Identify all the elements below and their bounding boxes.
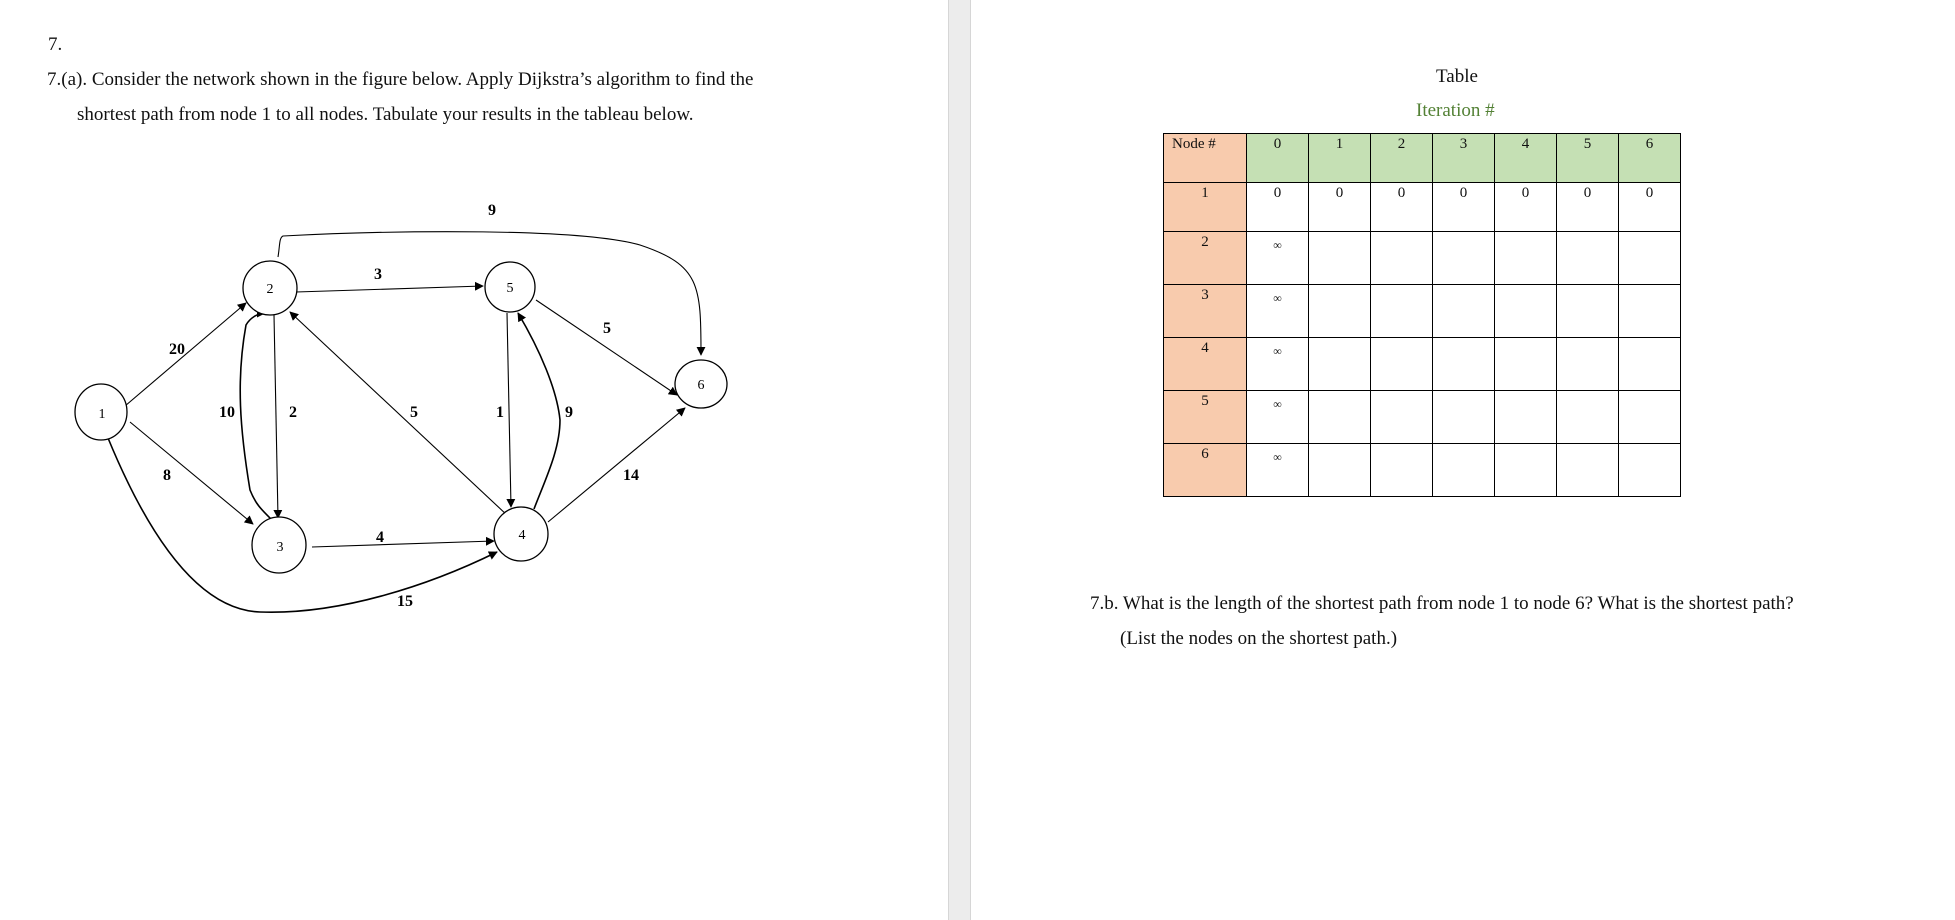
- edge-weight-2-3: 2: [289, 404, 297, 421]
- distance-cell[interactable]: ∞: [1247, 232, 1309, 285]
- node-cell: 6: [1164, 444, 1247, 497]
- page-separator: [948, 0, 971, 920]
- distance-cell[interactable]: [1309, 391, 1371, 444]
- distance-cell[interactable]: [1433, 338, 1495, 391]
- table-row: [1164, 183, 1681, 232]
- edge-1-3: [130, 422, 253, 524]
- distance-cell[interactable]: 0: [1247, 183, 1309, 232]
- node-label-4: 4: [518, 528, 526, 543]
- edge-weight-4-2: 5: [410, 404, 418, 421]
- distance-cell[interactable]: [1433, 391, 1495, 444]
- distance-cell[interactable]: ∞: [1247, 338, 1309, 391]
- edge-weight-1-2: 20: [169, 341, 185, 358]
- table-row: [1164, 391, 1681, 444]
- distance-cell[interactable]: 0: [1495, 183, 1557, 232]
- edge-weight-5-4: 1: [496, 404, 504, 421]
- distance-cell[interactable]: [1309, 444, 1371, 497]
- distance-cell[interactable]: [1433, 444, 1495, 497]
- part-a-text-line2: shortest path from node 1 to all nodes. Tabulate your results in the tableau below.: [77, 104, 694, 125]
- distance-cell[interactable]: [1495, 391, 1557, 444]
- network-diagram: [0, 0, 948, 920]
- distance-cell[interactable]: [1557, 444, 1619, 497]
- node-cell: 5: [1164, 391, 1247, 444]
- edge-4-6: [548, 408, 685, 522]
- distance-cell[interactable]: [1433, 285, 1495, 338]
- node-label-2: 2: [266, 282, 274, 297]
- part-b-text-line1: 7.b. What is the length of the shortest path from node 1 to node 6? What is the shortest path?: [1090, 593, 1794, 614]
- table-row: [1164, 338, 1681, 391]
- edge-5-4: [507, 313, 511, 507]
- distance-cell[interactable]: [1619, 391, 1681, 444]
- distance-cell[interactable]: [1371, 338, 1433, 391]
- distance-cell[interactable]: [1557, 391, 1619, 444]
- distance-cell[interactable]: [1495, 232, 1557, 285]
- edge-weight-2-6: 9: [488, 202, 496, 219]
- distance-cell[interactable]: 0: [1309, 183, 1371, 232]
- part-a-text-line1: 7.(a). Consider the network shown in the figure below. Apply Dijkstra’s algorithm to find the: [47, 69, 754, 90]
- edge-weight-4-5: 9: [565, 404, 573, 421]
- header-iteration: 5: [1557, 134, 1619, 183]
- distance-cell[interactable]: [1557, 232, 1619, 285]
- distance-cell[interactable]: [1371, 391, 1433, 444]
- distance-cell[interactable]: ∞: [1247, 391, 1309, 444]
- distance-cell[interactable]: 0: [1371, 183, 1433, 232]
- edge-weight-1-3: 8: [163, 467, 171, 484]
- distance-cell[interactable]: 0: [1619, 183, 1681, 232]
- distance-cell[interactable]: [1309, 285, 1371, 338]
- distance-cell[interactable]: [1619, 338, 1681, 391]
- edge-1-4: [108, 438, 497, 612]
- distance-cell[interactable]: [1371, 232, 1433, 285]
- distance-cell[interactable]: [1495, 338, 1557, 391]
- distance-cell[interactable]: [1619, 285, 1681, 338]
- edge-4-2: [290, 312, 508, 516]
- table-title: Table: [1436, 66, 1478, 87]
- header-iteration: 4: [1495, 134, 1557, 183]
- node-label-5: 5: [506, 281, 514, 296]
- table-row: [1164, 232, 1681, 285]
- table-subtitle: Iteration #: [1416, 100, 1495, 121]
- distance-cell[interactable]: [1433, 232, 1495, 285]
- distance-cell[interactable]: [1619, 232, 1681, 285]
- edge-5-6: [536, 300, 677, 395]
- node-cell: 1: [1164, 183, 1247, 232]
- header-node: Node #: [1164, 134, 1247, 183]
- distance-cell[interactable]: [1557, 285, 1619, 338]
- header-iteration: 3: [1433, 134, 1495, 183]
- header-iteration: 6: [1619, 134, 1681, 183]
- distance-cell[interactable]: ∞: [1247, 285, 1309, 338]
- edge-weight-1-4: 15: [397, 593, 413, 610]
- edge-weight-3-4: 4: [376, 529, 384, 546]
- distance-cell[interactable]: [1309, 232, 1371, 285]
- table-row: [1164, 444, 1681, 497]
- edge-weight-5-6: 5: [603, 320, 611, 337]
- distance-cell[interactable]: [1619, 444, 1681, 497]
- distance-cell[interactable]: 0: [1557, 183, 1619, 232]
- table-row: [1164, 285, 1681, 338]
- header-iteration: 1: [1309, 134, 1371, 183]
- edge-weight-3-2: 10: [219, 404, 235, 421]
- distance-cell[interactable]: [1557, 338, 1619, 391]
- distance-cell[interactable]: [1495, 444, 1557, 497]
- part-b-text-line2: (List the nodes on the shortest path.): [1120, 628, 1398, 649]
- edge-weight-2-5: 3: [374, 266, 382, 283]
- node-cell: 4: [1164, 338, 1247, 391]
- distance-cell[interactable]: [1371, 444, 1433, 497]
- node-label-6: 6: [697, 378, 705, 393]
- edge-2-3: [274, 315, 278, 518]
- node-label-1: 1: [98, 407, 106, 422]
- distance-cell[interactable]: [1309, 338, 1371, 391]
- dijkstra-tableau: [1163, 133, 1681, 497]
- header-iteration: 2: [1371, 134, 1433, 183]
- node-label-3: 3: [276, 540, 284, 555]
- header-iteration: 0: [1247, 134, 1309, 183]
- edge-3-2: [240, 313, 272, 520]
- edge-1-2: [125, 303, 246, 406]
- edge-weight-4-6: 14: [623, 467, 639, 484]
- node-cell: 3: [1164, 285, 1247, 338]
- edge-4-5: [518, 313, 560, 509]
- distance-cell[interactable]: ∞: [1247, 444, 1309, 497]
- distance-cell[interactable]: 0: [1433, 183, 1495, 232]
- node-cell: 2: [1164, 232, 1247, 285]
- edge-2-5: [296, 286, 483, 292]
- distance-cell[interactable]: [1371, 285, 1433, 338]
- edge-3-4: [312, 541, 494, 547]
- table-header-row: [1164, 134, 1681, 183]
- distance-cell[interactable]: [1495, 285, 1557, 338]
- question-number: 7.: [48, 34, 63, 55]
